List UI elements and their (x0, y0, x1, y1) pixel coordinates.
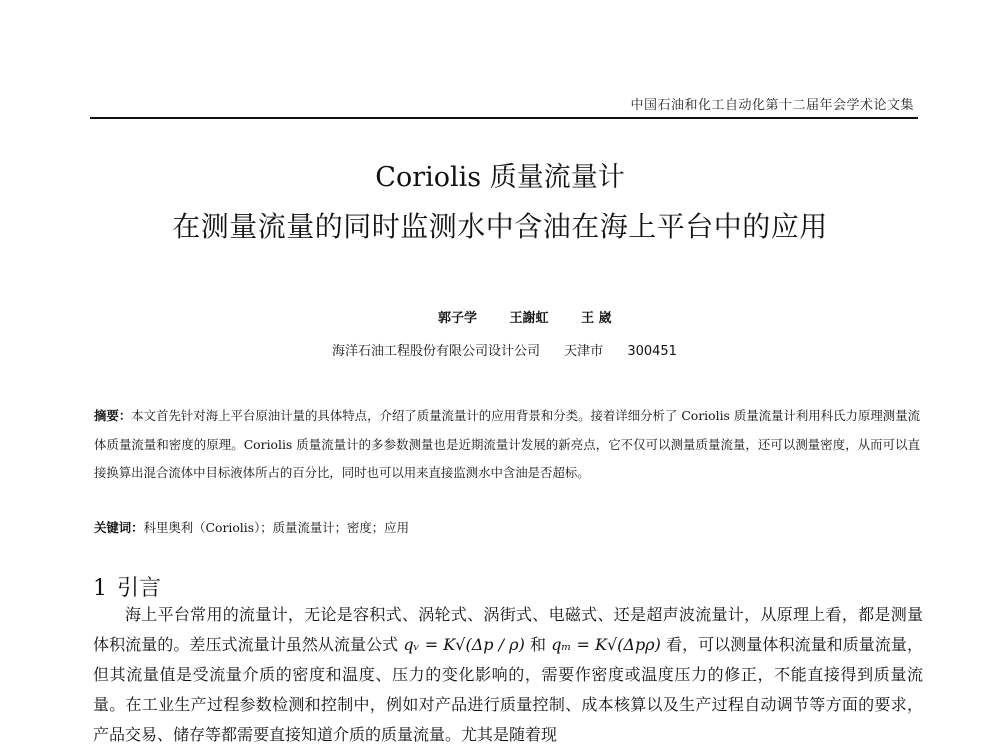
section-title: 引言 (117, 576, 162, 601)
journal-header: 中国石油和化工自动化第十二届年会学术论文集 (630, 98, 914, 113)
keywords (94, 518, 409, 536)
section-heading (93, 571, 161, 602)
affiliation-org: 海洋石油工程股份有限公司设计公司 (332, 344, 541, 359)
affiliation-city: 天津市 (564, 344, 604, 359)
section-body (93, 600, 923, 750)
author-name: 王 崴 (581, 311, 612, 326)
abstract (94, 402, 920, 488)
paper-title-line2: 在测量流量的同时监测水中含油在海上平台中的应用 (172, 210, 828, 243)
keywords-label: 关键词： (94, 520, 144, 535)
formula-mass-flow: qₘ = K√(Δpρ) (551, 635, 661, 654)
section-number: 1 (93, 576, 107, 601)
para-conj: 和 (530, 635, 547, 654)
affiliation-postcode: 300451 (627, 344, 677, 359)
para-text: 海上平台常用的流量计，无论是容积式、涡轮式、涡街式、电磁式、还是超声波流量计，从原理上看，都是测量体积流量的。差压式流量计虽然从流量公式 (93, 605, 923, 654)
author-name: 王謝虹 (509, 311, 549, 326)
affiliation (332, 340, 697, 359)
author-name: 郭子学 (438, 311, 478, 326)
author-list (438, 307, 640, 326)
abstract-text: 本文首先针对海上平台原油计量的具体特点，介绍了质量流量计的应用背景和分类。接着详细分析了 Coriolis 质量流量计利用科氏力原理测量流体质量流量和密度的原理。Coriolis 质量流量计的多参数测量也是近期流量计发展的新亮点，它不仅可以测量质量流量，还可以测量密度，从而可以直接换算出混合流体中目标液体所占的百分比，同时也可以用来直接监测水中含油是否超标。 (94, 408, 921, 480)
header-rule (90, 117, 918, 119)
keywords-text: 科里奥利（Coriolis）；质量流量计；密度；应用 (143, 520, 409, 535)
abstract-label: 摘要： (94, 408, 132, 423)
paper-title-line1: Coriolis 质量流量计 (375, 162, 625, 193)
formula-volume-flow: qᵥ = K√(Δp / ρ) (403, 635, 525, 654)
para-text: 看，可以测量体积流量和质量流量，但其流量值是受流量介质的密度和温度、压力的变化影响的，需要作密度或温度压力的修正，不能直接得到质量流量。在工业生产过程参数检测和控制中，例如对产品进行质量控制、成本核算以及生产过程自动调节等方面的要求，产品交易、储存等都需要直接知道介质的质量流量。尤其是随着现 (93, 635, 923, 744)
paragraph (93, 600, 923, 750)
